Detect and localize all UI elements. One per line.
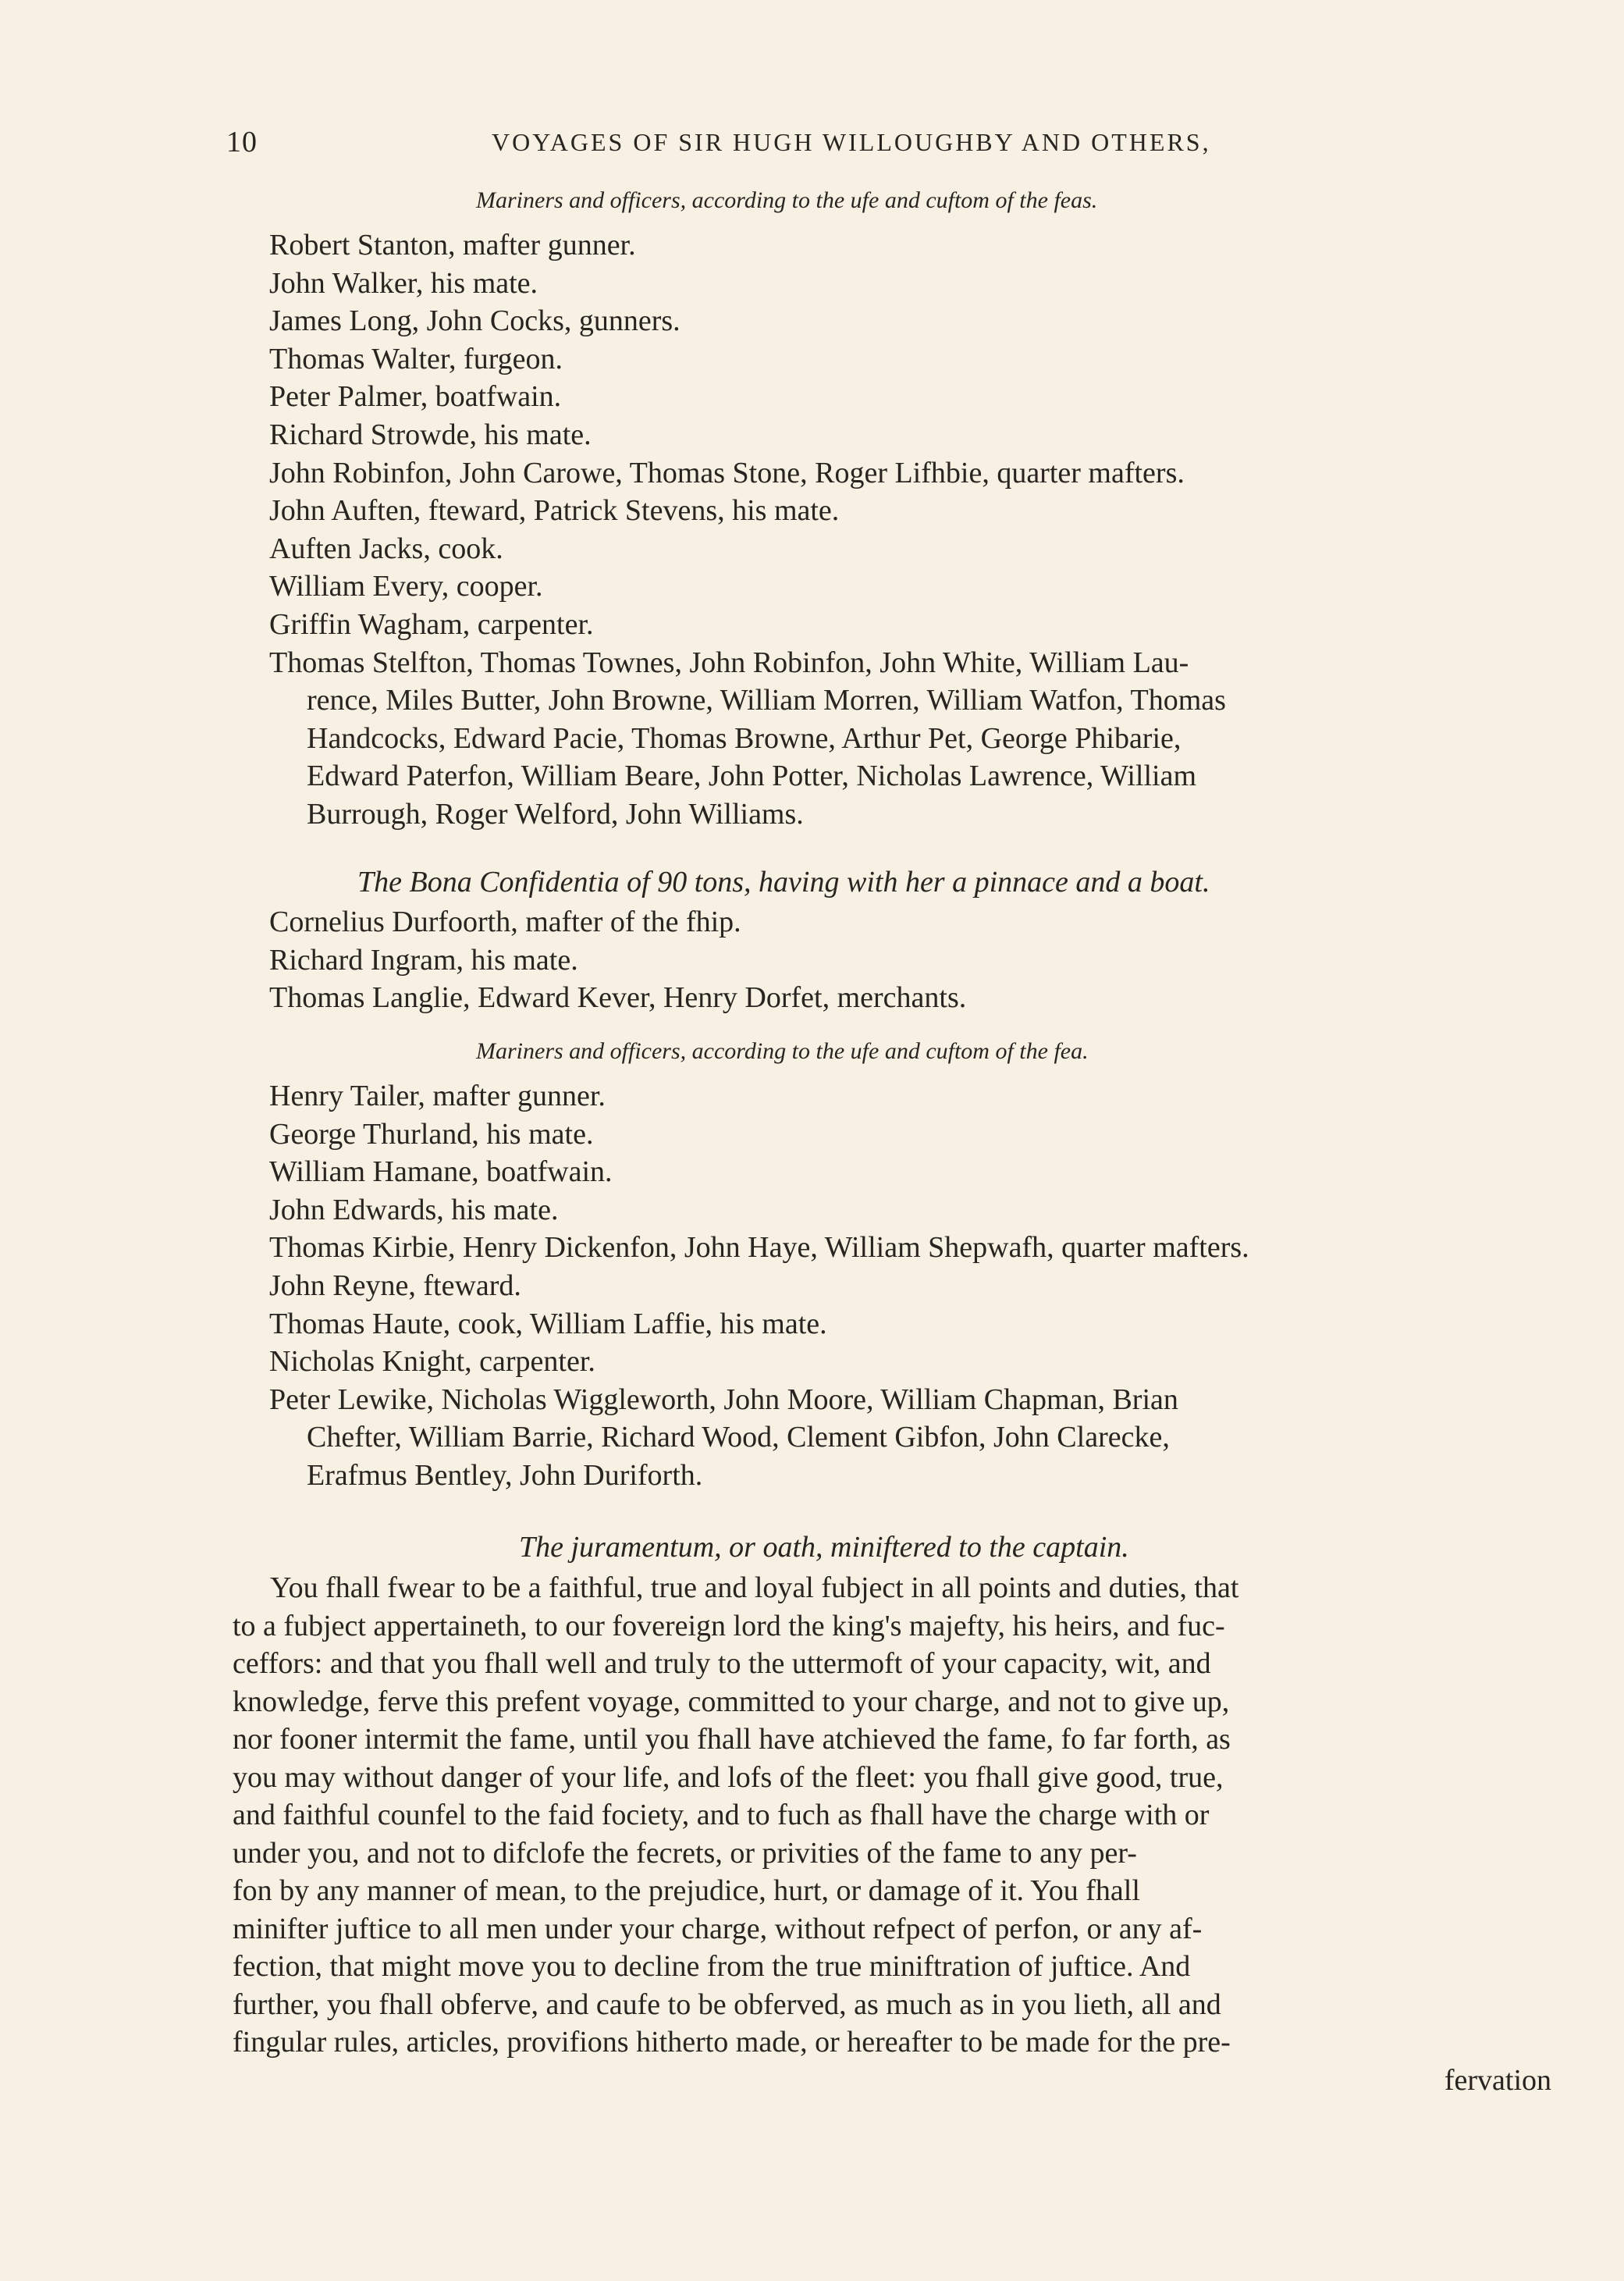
crew-list-line: Erafmus Bentley, John Duriforth. [307,1458,703,1492]
list-item: Robert Stanton, mafter gunner. [269,229,636,262]
crew-list [269,1381,1549,1495]
list-item: John Robinfon, John Carowe, Thomas Stone, Roger Lifhbie, quarter mafters. [269,456,1185,489]
section-heading-bona-confidentia: The Bona Confidentia of 90 tons, having with her a pinnace and a boat. [357,866,1210,899]
list-item: John Walker, his mate. [269,266,538,300]
list-item: George Thurland, his mate. [269,1117,594,1151]
oath-line: fingular rules, articles, provifions hitherto made, or hereafter to be made for the pre- [233,2026,1231,2059]
list-item: John Reyne, fteward. [269,1269,521,1302]
list-item: William Every, cooper. [269,570,543,603]
oath-line: fon by any manner of mean, to the prejudice, hurt, or damage of it. You fhall [233,1874,1140,1907]
oath-line: knowledge, ferve this prefent voyage, committed to your charge, and not to give up, [233,1685,1230,1718]
section-heading-mariners-1: Mariners and officers, according to the ufe and cuftom of the feas. [476,187,1098,213]
oath-line: to a fubject appertaineth, to our fovereign lord the king's majefty, his heirs, and fuc- [233,1609,1225,1642]
list-item: Griffin Wagham, carpenter. [269,607,594,641]
page-number: 10 [226,126,258,158]
list-item: William Hamane, boatfwain. [269,1155,613,1189]
crew-list-line: Chefter, William Barrie, Richard Wood, Clement Gibfon, John Clarecke, [307,1421,1170,1454]
list-item: Auften Jacks, cook. [269,532,503,565]
crew-list-line: Burrough, Roger Welford, John Williams. [307,797,804,831]
crew-list-line: rence, Miles Butter, John Browne, William Morren, William Watfon, Thomas [307,684,1226,717]
section-heading-oath: The juramentum, or oath, miniftered to the captain. [519,1531,1129,1564]
section-mariners-2 [269,1077,1549,1495]
section-heading-mariners-2: Mariners and officers, according to the ufe and cuftom of the fea. [476,1038,1089,1064]
list-item: Cornelius Durfoorth, mafter of the fhip. [269,906,741,938]
oath-line: You fhall fwear to be a faithful, true and loyal fubject in all points and duties, that [270,1571,1239,1604]
running-head: VOYAGES OF SIR HUGH WILLOUGHBY AND OTHERS, [492,128,1211,156]
list-item: Richard Ingram, his mate. [269,943,578,977]
list-item: Thomas Langlie, Edward Kever, Henry Dorfet, merchants. [269,981,967,1015]
crew-list-first-line: Peter Lewike, Nicholas Wiggleworth, John Moore, William Chapman, Brian [269,1382,1178,1416]
crew-list-line: Handcocks, Edward Pacie, Thomas Browne, Arthur Pet, George Phibarie, [307,721,1182,755]
crew-list-first-line: Thomas Stelfton, Thomas Townes, John Robinfon, John White, William Lau- [269,646,1189,679]
section-bona-confidentia [269,903,1549,1017]
crew-list-line: Edward Paterfon, William Beare, John Potter, Nicholas Lawrence, William [307,760,1197,793]
list-item: John Auften, fteward, Patrick Stevens, his mate. [269,494,840,528]
list-item: Thomas Haute, cook, William Laffie, his mate. [269,1307,827,1340]
section-mariners-1 [269,226,1549,834]
oath-line: ceffors: and that you fhall well and truly to the uttermoft of your capacity, wit, and [233,1647,1211,1680]
list-item: Richard Strowde, his mate. [269,418,592,451]
oath-line: and faithful counfel to the faid fociety, and to fuch as fhall have the charge with or [233,1799,1210,1831]
oath-line: under you, and not to difclofe the fecrets, or privities of the fame to any per- [233,1836,1137,1870]
list-item: Nicholas Knight, carpenter. [269,1345,595,1379]
oath-line: minifter juftice to all men under your charge, without refpect of perfon, or any af- [233,1912,1203,1945]
catchword: fervation [1444,2063,1551,2097]
list-item: John Edwards, his mate. [269,1193,559,1226]
oath-line: further, you fhall obferve, and caufe to be obferved, as much as in you lieth, all and [233,1987,1221,2021]
oath-line: nor fooner intermit the fame, until you fhall have atchieved the fame, fo far forth, as [233,1723,1231,1756]
list-item: Peter Palmer, boatfwain. [269,380,562,414]
list-item: Thomas Walter, furgeon. [269,342,563,375]
page-header [226,125,1295,164]
list-item: Thomas Kirbie, Henry Dickenfon, John Haye, William Shepwafh, quarter mafters. [269,1231,1249,1265]
crew-list [269,644,1549,834]
list-item: James Long, John Cocks, gunners. [269,304,681,338]
oath-line: you may without danger of your life, and lofs of the fleet: you fhall give good, true, [233,1760,1224,1794]
oath-text [233,1569,1551,2099]
oath-line: fection, that might move you to decline from the true miniftration of juftice. And [233,1950,1191,1983]
list-item: Henry Tailer, mafter gunner. [269,1080,606,1112]
